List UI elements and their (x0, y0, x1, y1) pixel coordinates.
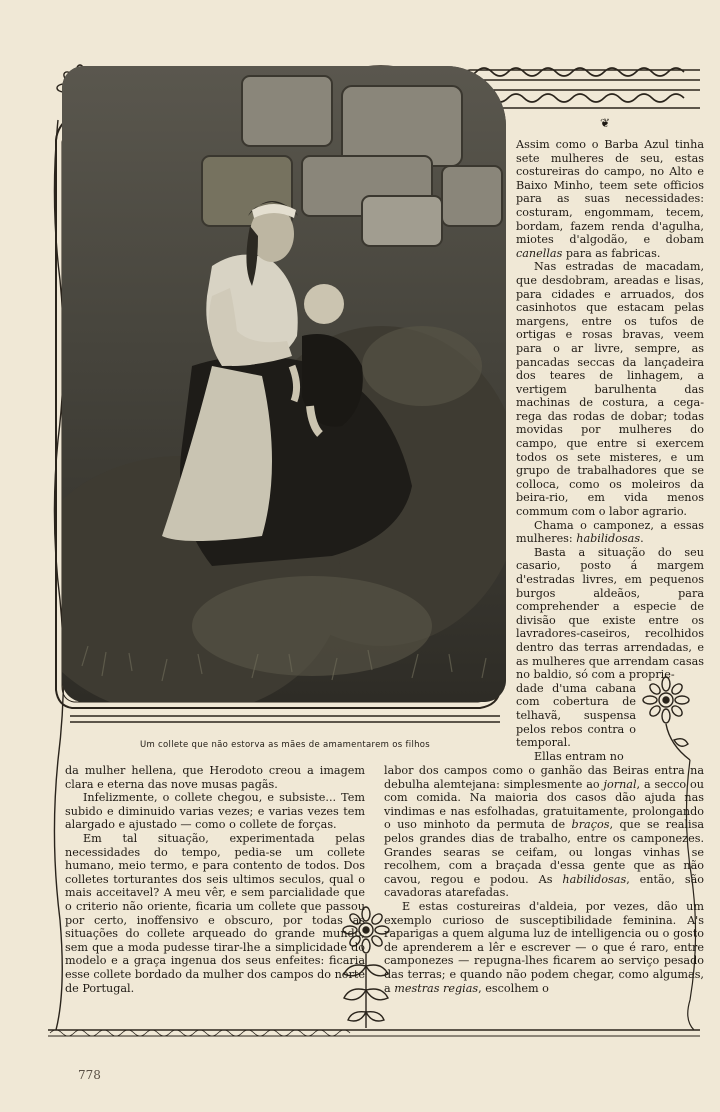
middle-text-column (384, 764, 704, 995)
paragraph: Ellas entram no (534, 749, 624, 763)
paragraph: da mulher hellena, que Herodoto creou a imagem clara e eterna das nove musas pagãs. (65, 764, 365, 791)
paragraph: Basta a situação do seu casario, posto á margem d'estradas livres, em pequenos burgos aldeãos, para comprehender a especie de divisão que existe entre os lavradores-caseiros, recolhidos dentro das terras arrendadas, e as mulheres que arrendam casas no baldio, só com a proprie- (516, 545, 704, 682)
photo-caption: Um collete que não estorva as mães de amamentarem os filhos (139, 740, 431, 750)
paragraph: Em tal situação, experimentada pelas necessidades do tempo, pedia-se um collete humano, meio termo, e para contento de todos. Dos colletes torturantes dos seis ultimos seculos, qual o mais acceitavel? A meu vêr, e sem parcialidade que o criterio não oriente, ficaria um collete que passou por certo, inoffensivo e obscuro, por todas as situações do collete arqueado do grande mundo, sem que a moda pudesse tirar-lhe a simplicidade do modelo e a graça ingenua dos seus enfeites: ficaria esse collete bordado da mulher dos campos do norte de Portugal. (65, 831, 365, 995)
paragraph: E estas costureiras d'aldeia, por vezes, dão um exemplo curioso de susceptibilidade feminina. A's raparigas a quem alguma luz de intelligencia ou o gosto de aprenderem a lêr e escrever — o que é raro, entre camponezes — repugna-lhes ficarem ao serviço pesado das terras; e quando não podem chegar, como algumas, a mestras regias, escolhem o (384, 899, 704, 995)
paragraph: labor dos campos como o ganhão das Beiras entra na debulha alemtejana: simplesmente ao jornal, a secco ou com comida. Na maioria dos casos dão ajuda nas vindimas e nas esfolhadas, gratuitamente, prolongando o uso minhoto da permuta de braços, que se realisa pelos grandes dias de trabalho, entre os camponezes. Grandes searas se ceifam, ou longas vinhas se recolhem, com a braçada d'essa gente que as não cavou, regou e podou. As habilidosas, então, são cavadoras atarefadas. (384, 764, 704, 900)
photo-illustration (62, 66, 506, 702)
photograph-mother-nursing (62, 66, 506, 702)
paragraph: Infelizmente, o collete chegou, e subsiste... Tem subido e diminuido varias vezes; e varias vezes tem alargado e ajustado — como o collete de forças. (65, 791, 365, 832)
left-text-column (65, 764, 365, 995)
right-text-column (516, 138, 704, 763)
page-number: 778 (78, 1068, 101, 1082)
paragraph: Nas estradas de macadam, que desdobram, areadas e lisas, para cidades e arruados, dos casinhotos que estacam pelas margens, entre os tufos de ortigas e rosas bravas, veem para o ar livre, sempre, as pancadas seccas da lançadeira dos teares de linhagem, a vertigem barulhenta das machinas de costura, a cega-rega das rodas de dobar; todas movidas por mulheres do campo, que entre si exercem todos os sete misteres, e um grupo de trabalhadores que se colloca, como os moleiros da beira-rio, em vida menos commum com o labor agrario. (516, 260, 704, 519)
paragraph: Chama o camponez, a essas mulheres: habilidosas. (516, 518, 704, 546)
paragraph: Assim como o Barba Azul tinha sete mulheres de seu, estas costureiras do campo, no Alto e Baixo Minho, teem sete officios para as suas necessidades: costuram, engommam, tecem, bordam, fazem renda d'agulha, miotes d'algodão, e dobam canellas para as fabricas. (516, 138, 704, 260)
paragraph: dade d'uma cabana com cobertura de telhavã, suspensa pelos rebos contra o temporal. (516, 681, 636, 750)
fleuron-icon: ❦ (600, 116, 611, 130)
